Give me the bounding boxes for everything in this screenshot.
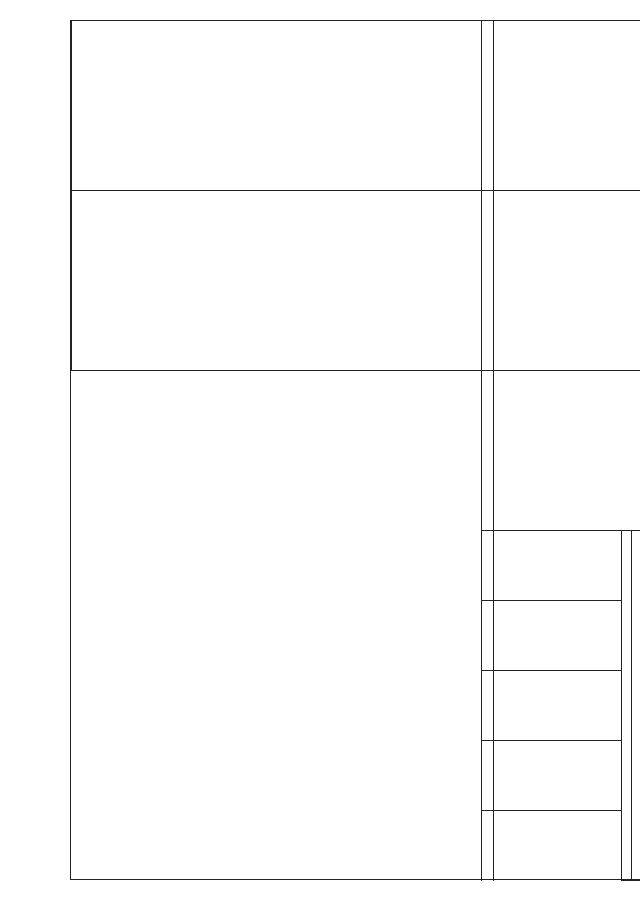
col-num-15 [481, 601, 493, 671]
header-status [493, 21, 640, 191]
header-year-2025 [493, 811, 621, 881]
col-num-14 [481, 531, 493, 601]
header-executor [493, 371, 640, 531]
program-cell-empty [71, 191, 481, 371]
header-year-2023 [493, 671, 621, 741]
expenditure-table [70, 20, 640, 880]
header-program [493, 191, 640, 371]
header-year-2021 [493, 531, 621, 601]
header-year-2022 [493, 601, 621, 671]
col-num-3 [481, 371, 493, 531]
col-num-1 [481, 21, 493, 191]
col-num-2 [481, 191, 493, 371]
status-cell-empty [71, 21, 481, 191]
header-budget-group [631, 531, 640, 881]
col-num-17 [481, 741, 493, 811]
header-by-years [621, 531, 631, 881]
col-num-18 [481, 811, 493, 881]
col-num-16 [481, 671, 493, 741]
header-year-2024 [493, 741, 621, 811]
